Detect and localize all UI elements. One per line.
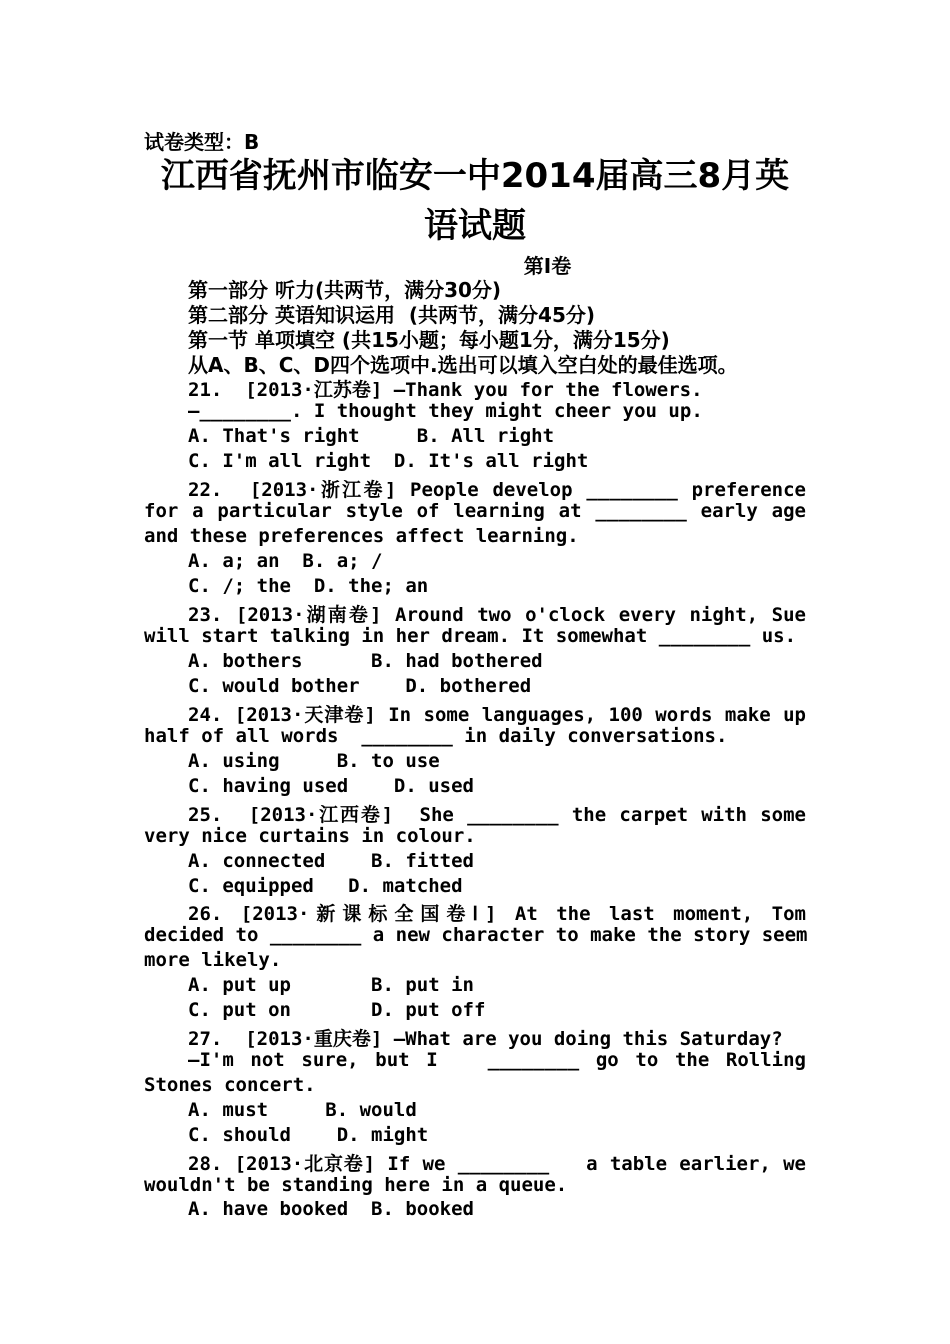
question-25-stem: 25. [2013·江西卷] She ________ the carpet with some [188, 804, 806, 826]
question-22-options: A. a; an B. a; / [188, 550, 383, 572]
exam-title-line1: 江西省抚州市临安一中2014届高三8月英 [160, 156, 790, 196]
question-24-stem: half of all words ________ in daily conversations. [144, 725, 728, 747]
question-22-stem: for a particular style of learning at ________ early age [144, 500, 806, 522]
question-22-stem: and these preferences affect learning. [144, 525, 579, 547]
question-24-options: A. using B. to use [188, 750, 440, 772]
question-27-stem: Stones concert. [144, 1074, 316, 1096]
question-21-options: A. That's right B. All right [188, 425, 555, 447]
question-25-options: C. equipped D. matched [188, 875, 463, 897]
question-26-options: A. put up B. put in [188, 974, 474, 996]
question-25-options: A. connected B. fitted [188, 850, 474, 872]
question-27-options: C. should D. might [188, 1124, 429, 1146]
question-23-stem: will start talking in her dream. It somewhat ________ us. [144, 625, 797, 647]
question-28-options: A. have booked B. booked [188, 1198, 474, 1220]
question-23-options: A. bothers B. had bothered [188, 650, 543, 672]
question-27-options: A. must B. would [188, 1099, 417, 1121]
question-23-stem: 23. [2013·湖南卷] Around two o'clock every night, Sue [188, 604, 806, 626]
question-27-stem: —I'm not sure, but I ________ go to the Rolling [188, 1049, 806, 1071]
question-21-options: C. I'm all right D. It's all right [188, 450, 589, 472]
question-25-stem: very nice curtains in colour. [144, 825, 476, 847]
part1-heading: 第一部分 听力(共两节，满分30分) [188, 278, 502, 302]
question-22-options: C. /; the D. the; an [188, 575, 429, 597]
part2-heading: 第二部分 英语知识运用 (共两节，满分45分) [188, 303, 596, 327]
question-24-stem: 24. [2013·天津卷] In some languages, 100 words make up [188, 704, 806, 726]
question-21-stem: 21. [2013·江苏卷] —Thank you for the flowers. [188, 379, 703, 401]
section1-heading: 第一节 单项填空 (共15小题；每小题1分，满分15分) [188, 328, 670, 352]
question-21-stem: —________. I thought they might cheer you up. [188, 400, 703, 422]
question-26-options: C. put on D. put off [188, 999, 486, 1021]
question-26-stem: 26. [2013·新课标全国卷Ⅰ] At the last moment, Tom [188, 903, 806, 925]
question-28-stem: 28. [2013·北京卷] If we ________ a table earlier, we [188, 1153, 806, 1175]
question-28-stem: wouldn't be standing here in a queue. [144, 1174, 568, 1196]
question-23-options: C. would bother D. bothered [188, 675, 532, 697]
paper-type-label: 试卷类型：B [144, 130, 260, 154]
volume-heading: 第Ⅰ卷 [523, 254, 572, 278]
question-22-stem: 22. [2013·浙江卷] People develop ________ preference [188, 479, 806, 501]
question-24-options: C. having used D. used [188, 775, 474, 797]
question-27-stem: 27. [2013·重庆卷] —What are you doing this Saturday? [188, 1028, 783, 1050]
question-26-stem: more likely. [144, 949, 282, 971]
instruction-text: 从A、B、C、D四个选项中.选出可以填入空白处的最佳选项。 [188, 353, 738, 377]
exam-title-line2: 语试题 [424, 206, 526, 246]
question-26-stem: decided to ________ a new character to make the story seem [144, 924, 808, 946]
